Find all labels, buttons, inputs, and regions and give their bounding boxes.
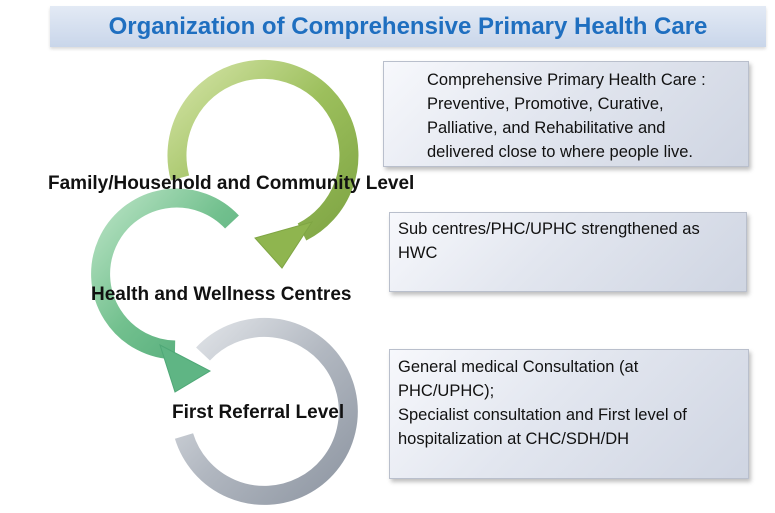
description-line: Palliative, and Rehabilitative and <box>427 119 666 137</box>
diagram-title: Organization of Comprehensive Primary Health Care <box>108 12 708 40</box>
description-box-hwc <box>389 212 747 292</box>
level-label-community: Family/Household and Community Level <box>48 173 415 194</box>
description-box-community <box>383 61 749 167</box>
description-line: Comprehensive Primary Health Care : <box>427 71 706 89</box>
description-line: Preventive, Promotive, Curative, <box>427 95 664 113</box>
description-line: HWC <box>398 244 438 262</box>
level-label-hwc: Health and Wellness Centres <box>91 284 352 305</box>
description-box-first-referral <box>389 349 749 479</box>
description-line: hospitalization at CHC/SDH/DH <box>398 430 630 448</box>
description-line: Specialist consultation and First level of <box>398 406 687 424</box>
level-label-first-referral: First Referral Level <box>172 402 345 423</box>
description-line: General medical Consultation (at <box>398 358 639 376</box>
green-circular-arrow <box>177 69 349 268</box>
description-line: Sub centres/PHC/UPHC strengthened as <box>398 220 700 238</box>
description-line: PHC/UPHC); <box>398 382 495 400</box>
description-line: delivered close to where people live. <box>427 143 693 161</box>
